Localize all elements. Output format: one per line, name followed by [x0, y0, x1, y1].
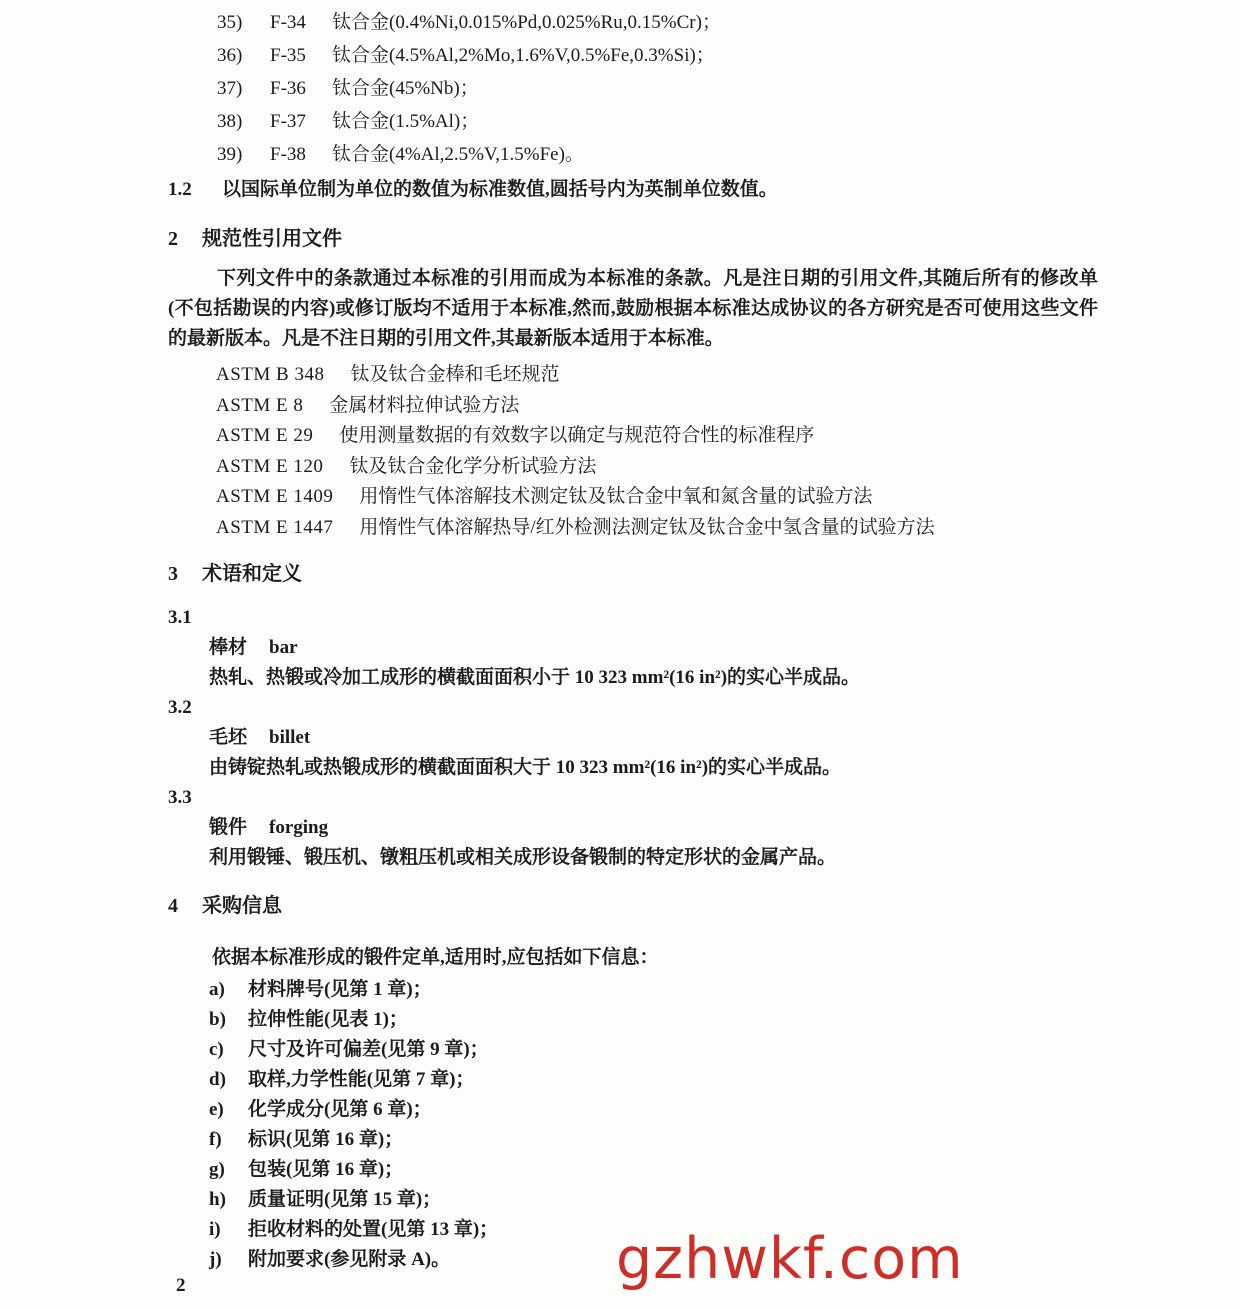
purchase-item: [168, 1035, 1098, 1065]
purchase-item: [168, 1005, 1098, 1035]
reference-title: 用惰性气体溶解技术测定钛及钛合金中氧和氮含量的试验方法: [359, 486, 873, 507]
purchase-item: [168, 1155, 1098, 1185]
clause-1-2: [168, 173, 1098, 206]
item-text: 材料牌号(见第 1 章)；: [248, 979, 432, 1000]
item-letter: a): [209, 979, 225, 1000]
reference-code: ASTM E 29: [216, 425, 314, 446]
item-letter: c): [209, 1039, 224, 1060]
alloy-grade: F-37: [270, 111, 306, 132]
item-letter: d): [209, 1069, 226, 1090]
alloy-description: 钛合金(45%Nb)；: [332, 78, 479, 99]
section-number: 3: [168, 563, 178, 585]
page-number: 2: [176, 1275, 186, 1296]
item-letter: j): [209, 1249, 222, 1270]
purchase-info-intro: 依据本标准形成的锻件定单,适用时,应包括如下信息：: [212, 947, 659, 968]
item-letter: e): [209, 1099, 224, 1120]
alloy-item-number: 38): [217, 111, 243, 132]
section-4-heading: [168, 889, 1098, 923]
alloy-list-item: [168, 105, 1098, 138]
section-title: 术语和定义: [202, 563, 302, 585]
purchase-item: [168, 1065, 1098, 1095]
item-text: 拉伸性能(见表 1)；: [248, 1009, 408, 1030]
term-entry: [168, 783, 1098, 873]
purchase-item: [168, 1125, 1098, 1155]
reference-title: 用惰性气体溶解热导/红外检测法测定钛及钛合金中氢含量的试验方法: [359, 516, 935, 538]
item-text: 取样,力学性能(见第 7 章)；: [248, 1069, 475, 1090]
clause-text: 以国际单位制为单位的数值为标准数值,圆括号内为英制单位数值。: [222, 179, 778, 200]
term-clause-number: 3.3: [168, 787, 192, 808]
term-definition: 利用锻锤、锻压机、镦粗压机或相关成形设备锻制的特定形状的金属产品。: [209, 847, 837, 868]
alloy-list-item: [168, 6, 1098, 39]
section-title: 规范性引用文件: [202, 228, 342, 250]
astm-reference: [168, 421, 1098, 452]
term-name: [168, 633, 1098, 663]
reference-title: 使用测量数据的有效数字以确定与规范符合性的标准程序: [339, 425, 815, 446]
alloy-grade: F-34: [270, 12, 306, 33]
purchase-item: [168, 975, 1098, 1005]
item-text: 标识(见第 16 章)；: [248, 1129, 404, 1150]
term-name-zh: 棒材: [209, 637, 248, 658]
alloy-item-number: 39): [217, 144, 243, 165]
section-3-heading: [168, 557, 1098, 591]
astm-reference: [168, 513, 1098, 544]
site-watermark: gzhwkf.com: [616, 1226, 964, 1292]
term-name: [168, 813, 1098, 843]
purchase-item: [168, 1095, 1098, 1125]
item-text: 尺寸及许可偏差(见第 9 章)；: [248, 1039, 489, 1060]
item-text: 拒收材料的处置(见第 13 章)；: [248, 1219, 499, 1240]
term-name-en: bar: [269, 637, 298, 658]
alloy-description: 钛合金(1.5%Al)；: [332, 111, 480, 132]
alloy-description: 钛合金(4%Al,2.5%V,1.5%Fe)。: [332, 144, 584, 165]
section-number: 4: [168, 895, 178, 917]
reference-code: ASTM E 1447: [216, 516, 334, 538]
alloy-item-number: 36): [217, 45, 243, 66]
item-letter: g): [209, 1159, 225, 1180]
reference-title: 金属材料拉伸试验方法: [329, 394, 520, 416]
reference-code: ASTM B 348: [216, 364, 325, 385]
term-name-zh: 锻件: [209, 817, 248, 838]
alloy-grade: F-38: [270, 144, 306, 165]
alloy-item-number: 37): [217, 78, 243, 99]
alloy-list-item: [168, 138, 1098, 171]
section-title: 采购信息: [202, 895, 282, 917]
astm-reference: [168, 360, 1098, 391]
reference-code: ASTM E 120: [216, 455, 324, 477]
item-text: 附加要求(参见附录 A)。: [248, 1249, 451, 1270]
alloy-item-number: 35): [217, 12, 243, 33]
term-name: [168, 723, 1098, 753]
item-letter: i): [209, 1219, 221, 1240]
term-definition: 热轧、热锻或冷加工成形的横截面面积小于 10 323 mm²(16 in²)的实心半成品。: [209, 667, 861, 688]
reference-code: ASTM E 8: [216, 394, 304, 416]
term-name-zh: 毛坯: [209, 727, 248, 748]
item-letter: b): [209, 1009, 226, 1030]
alloy-list: [168, 6, 1098, 171]
term-entry: [168, 603, 1098, 693]
item-letter: h): [209, 1189, 226, 1210]
purchase-item: [168, 1185, 1098, 1215]
alloy-description: 钛合金(4.5%Al,2%Mo,1.6%V,0.5%Fe,0.3%Si)；: [332, 45, 715, 66]
item-text: 包装(见第 16 章)；: [248, 1159, 404, 1180]
item-text: 化学成分(见第 6 章)；: [248, 1099, 432, 1120]
alloy-grade: F-35: [270, 45, 306, 66]
alloy-grade: F-36: [270, 78, 306, 99]
astm-reference: [168, 452, 1098, 483]
reference-title: 钛及钛合金棒和毛坯规范: [350, 364, 560, 385]
term-clause-number: 3.2: [168, 697, 192, 718]
alloy-list-item: [168, 72, 1098, 105]
astm-reference-list: [168, 360, 1098, 543]
term-name-en: forging: [269, 817, 329, 838]
astm-reference: [168, 391, 1098, 422]
alloy-description: 钛合金(0.4%Ni,0.015%Pd,0.025%Ru,0.15%Cr)；: [332, 12, 721, 33]
astm-reference: [168, 482, 1098, 513]
term-clause-number: 3.1: [168, 607, 192, 628]
term-entry: [168, 693, 1098, 783]
item-letter: f): [209, 1129, 222, 1150]
alloy-list-item: [168, 39, 1098, 72]
reference-code: ASTM E 1409: [216, 486, 334, 507]
normative-references-paragraph: 下列文件中的条款通过本标准的引用而成为本标准的条款。凡是注日期的引用文件,其随后所有的修改单(不包括勘误的内容)或修订版均不适用于本标准,然而,鼓励根据本标准达成协议的各方研究是否可使用这些文件的最新版本。凡是不注日期的引用文件,其最新版本适用于本标准。: [168, 268, 1098, 349]
page-content: [168, 6, 1098, 1275]
term-name-en: billet: [269, 727, 311, 748]
clause-number: 1.2: [168, 179, 192, 200]
reference-title: 钛及钛合金化学分析试验方法: [349, 455, 597, 477]
terms-and-definitions: [168, 603, 1098, 873]
section-2-heading: [168, 222, 1098, 256]
section-number: 2: [168, 228, 178, 250]
term-definition: 由铸锭热轧或热锻成形的横截面面积大于 10 323 mm²(16 in²)的实心半成品。: [209, 757, 842, 778]
item-text: 质量证明(见第 15 章)；: [248, 1189, 442, 1210]
